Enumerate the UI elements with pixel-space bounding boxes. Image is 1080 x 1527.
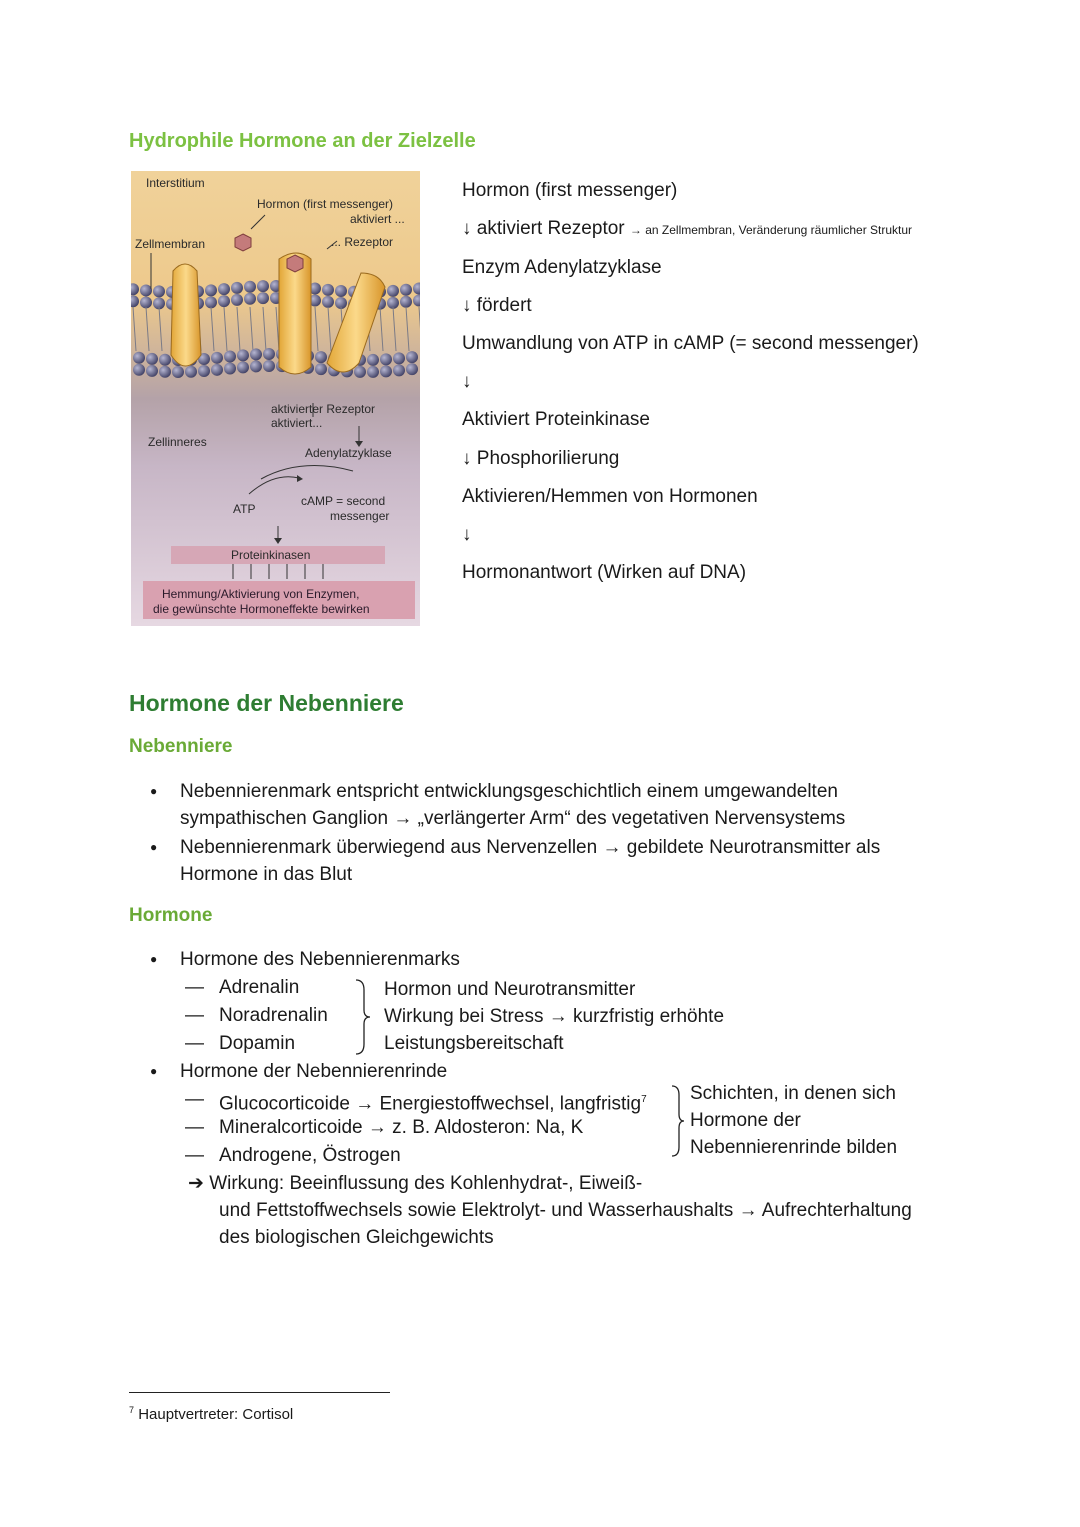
lipid-head xyxy=(387,285,399,297)
item-mineralcorticoide: — Mineralcorticoide → z. B. Aldosteron: Na, K xyxy=(219,1114,583,1141)
lipid-head xyxy=(335,285,347,297)
lipid-head xyxy=(140,284,152,296)
flow-line-8: ↓ Phosphorilierung xyxy=(462,448,620,469)
flow-line-7: Aktiviert Proteinkinase xyxy=(462,409,650,430)
item-dopamin: — Dopamin xyxy=(219,1030,295,1057)
item-androgene: — Androgene, Östrogen xyxy=(219,1142,401,1169)
lipid-head xyxy=(263,360,275,372)
flow-line-2-note: → an Zellmembran, Veränderung räumlicher Struktur xyxy=(629,223,913,237)
lipid-head xyxy=(393,364,405,376)
bullet-1-line-2: sympathischen Ganglion → „verlängerter Arm“ des vegetativen Nervensystems xyxy=(180,808,846,829)
label-zellinneres: Zellinneres xyxy=(148,435,207,449)
lipid-head xyxy=(400,284,412,296)
lipid-head xyxy=(185,366,197,378)
lipid-head xyxy=(250,348,262,360)
subheading-nebenniere: Nebenniere xyxy=(129,736,233,757)
lipid-head xyxy=(380,365,392,377)
wirkung-line-2: und Fettstoffwechsels sowie Elektrolyt- und Wasserhaushalts → Aufrechterhaltung xyxy=(219,1200,912,1221)
label-hemmung-2: die gewünschte Hormoneffekte bewirken xyxy=(153,602,370,616)
label-camp: cAMP = second xyxy=(301,494,386,508)
lipid-head xyxy=(146,365,158,377)
lipid-head xyxy=(140,296,152,308)
label-aktivierter-rezeptor: aktivierter Rezeptor xyxy=(271,402,376,416)
lipid-head xyxy=(354,366,366,378)
section-title-nebenniere: Hormone der Nebenniere xyxy=(129,690,404,716)
label-rezeptor: ... Rezeptor xyxy=(331,235,394,249)
membrane-diagram xyxy=(131,171,420,626)
wirkung-line-1: ➔ Wirkung: Beeinflussung des Kohlenhydrat-, Eiweiß- xyxy=(188,1173,643,1194)
bullet-2-line-1: ● Nebennierenmark überwiegend aus Nervenzellen → gebildete Neurotransmitter als xyxy=(180,837,881,858)
lipid-head xyxy=(224,363,236,375)
footnote-number: 7 xyxy=(129,1405,135,1415)
lipid-head xyxy=(406,351,418,363)
lipid-head xyxy=(133,352,145,364)
label-atp: ATP xyxy=(233,502,256,516)
lipid-head xyxy=(205,296,217,308)
lipid-head xyxy=(198,365,210,377)
item-glucocorticoide-text: Glucocorticoide → Energiestoffwechsel, langfristig xyxy=(219,1093,642,1115)
flow-line-5: Umwandlung von ATP in cAMP (= second messenger) xyxy=(462,333,919,354)
lipid-head xyxy=(172,366,184,378)
bullet-hormone-mark: ● Hormone des Nebennierenmarks xyxy=(180,946,460,973)
subheading-hormone: Hormone xyxy=(129,905,213,926)
lipid-head xyxy=(211,352,223,364)
brace-rinde xyxy=(670,1084,686,1158)
label-aktivierter-rezeptor-2: aktiviert... xyxy=(271,416,323,430)
label-adenylatzyklase: Adenylatzyklase xyxy=(305,446,392,460)
bullet-nebennierenmark-2 xyxy=(180,834,1020,888)
footnote-ref: 7 xyxy=(641,1094,647,1105)
lipid-head xyxy=(393,352,405,364)
lipid-head xyxy=(146,353,158,365)
mark-brace-text-1: Hormon und Neurotransmitter xyxy=(384,979,636,1000)
rinde-brace-text-2: Hormone der xyxy=(690,1110,801,1131)
lipid-head xyxy=(322,284,334,296)
mark-brace-text-2: Wirkung bei Stress → kurzfristig erhöhte xyxy=(384,1006,725,1027)
bullet-1-line-1: ● Nebennierenmark entspricht entwicklungsgeschichtlich einem umgewandelten xyxy=(180,781,838,802)
mark-brace-text-3: Leistungsbereitschaft xyxy=(384,1033,564,1054)
bullet-hormone-rinde: ● Hormone der Nebennierenrinde xyxy=(180,1058,447,1085)
footnote xyxy=(129,1405,293,1423)
label-aktiviert: aktiviert ... xyxy=(350,212,405,226)
wirkung-line-3: des biologischen Gleichgewichts xyxy=(219,1227,494,1248)
rinde-brace-text-3: Nebennierenrinde bilden xyxy=(690,1137,898,1158)
brace-mark xyxy=(354,978,372,1056)
lipid-head xyxy=(406,363,418,375)
flow-line-11: Hormonantwort (Wirken auf DNA) xyxy=(462,562,747,583)
lipid-head xyxy=(218,295,230,307)
lipid-head xyxy=(322,296,334,308)
label-zellmembran: Zellmembran xyxy=(135,237,206,251)
lipid-head xyxy=(159,366,171,378)
label-hemmung: Hemmung/Aktivierung von Enzymen, xyxy=(162,587,360,601)
lipid-head xyxy=(315,351,327,363)
lipid-head xyxy=(400,296,412,308)
lipid-head xyxy=(133,364,145,376)
lipid-head xyxy=(211,364,223,376)
flow-line-6: ↓ xyxy=(462,371,472,392)
lipid-head xyxy=(244,281,256,293)
lipid-head xyxy=(231,294,243,306)
item-adrenalin: — Adrenalin xyxy=(219,974,299,1001)
flow-line-10: ↓ xyxy=(462,524,472,545)
item-noradrenalin: — Noradrenalin xyxy=(219,1002,328,1029)
flow-line-4: ↓ fördert xyxy=(462,295,532,316)
lipid-head xyxy=(315,363,327,375)
lipid-head xyxy=(244,293,256,305)
lipid-head xyxy=(380,353,392,365)
bullet-2-line-2: Hormone in das Blut xyxy=(180,864,353,885)
lipid-head xyxy=(159,354,171,366)
item-glucocorticoide xyxy=(219,1086,647,1117)
lipid-head xyxy=(250,360,262,372)
flow-line-1: Hormon (first messenger) xyxy=(462,180,678,201)
lipid-head xyxy=(367,366,379,378)
lipid-head xyxy=(237,361,249,373)
label-hormon-first-messenger: Hormon (first messenger) xyxy=(257,197,394,211)
flow-line-2 xyxy=(462,218,912,240)
flow-line-9: Aktivieren/Hemmen von Hormonen xyxy=(462,486,758,507)
section-title-hydrophile: Hydrophile Hormone an der Zielzelle xyxy=(129,130,476,152)
lipid-head xyxy=(237,349,249,361)
footnote-divider xyxy=(129,1392,390,1393)
flow-line-2-main: ↓ aktiviert Rezeptor xyxy=(462,218,625,239)
lipid-head xyxy=(367,354,379,366)
lipid-head xyxy=(153,285,165,297)
label-interstitium: Interstitium xyxy=(146,176,205,190)
rinde-brace-text-1: Schichten, in denen sich xyxy=(690,1083,896,1104)
lipid-head xyxy=(205,284,217,296)
lipid-head xyxy=(257,292,269,304)
label-proteinkinasen: Proteinkinasen xyxy=(231,548,311,562)
lipid-head xyxy=(224,351,236,363)
bullet-nebennierenmark-1 xyxy=(180,778,1020,832)
lipid-head xyxy=(218,283,230,295)
footnote-text: Hauptvertreter: Cortisol xyxy=(138,1406,294,1423)
lipid-head xyxy=(231,282,243,294)
label-camp-2: messenger xyxy=(330,509,390,523)
flow-line-3: Enzym Adenylatzyklase xyxy=(462,257,662,278)
lipid-head xyxy=(257,280,269,292)
lipid-head xyxy=(263,348,275,360)
